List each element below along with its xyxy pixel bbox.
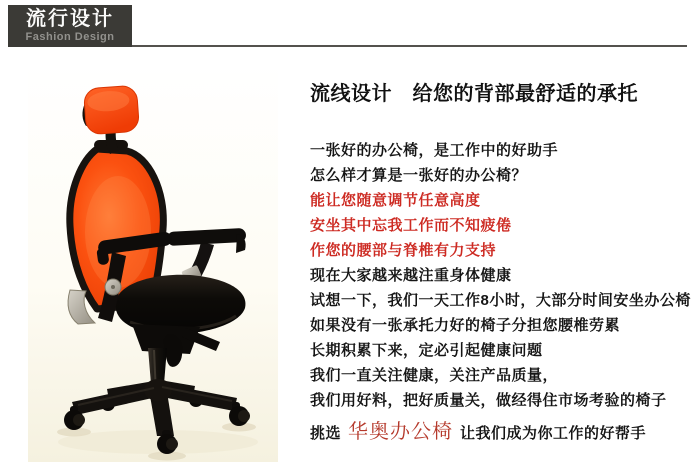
chair-headrest bbox=[82, 85, 139, 154]
feature-line: 我们一直关注健康，关注产品质量， bbox=[310, 367, 559, 384]
feature-line: 我们用好料，把好质量关，做经得住市场考验的椅子 bbox=[310, 392, 667, 409]
office-chair-illustration bbox=[28, 64, 278, 462]
fashion-design-badge bbox=[8, 5, 132, 47]
feature-line: 试想一下，我们一天工作8小时，大部分时间安坐办公椅 bbox=[310, 292, 691, 309]
feature-line: 现在大家越来越注重身体健康 bbox=[310, 267, 512, 284]
feature-line: 能让您随意调节任意高度 bbox=[310, 192, 481, 209]
feature-line: 如果没有一张承托力好的椅子分担您腰椎劳累 bbox=[310, 317, 621, 334]
feature-line: 一张好的办公椅，是工作中的好助手 bbox=[310, 142, 559, 159]
closing-line bbox=[310, 417, 698, 449]
feature-line: 安坐其中忘我工作而不知疲倦 bbox=[310, 217, 512, 234]
feature-line: 作您的腰部与脊椎有力支持 bbox=[310, 242, 497, 259]
feature-line: 长期积累下来，定必引起健康问题 bbox=[310, 342, 543, 359]
text-content bbox=[310, 83, 698, 449]
closing-suffix: 让我们成为你工作的好帮手 bbox=[460, 425, 647, 442]
badge-title: 流行设计 bbox=[26, 8, 114, 30]
headline: 流线设计 给您的背部最舒适的承托 bbox=[310, 83, 638, 105]
closing-prefix: 挑选 bbox=[310, 425, 342, 442]
chair-base bbox=[72, 379, 237, 436]
feature-line: 怎么样才算是一张好的办公椅？ bbox=[310, 167, 528, 184]
product-photo-chair bbox=[28, 64, 278, 462]
badge-subtitle: Fashion Design bbox=[25, 31, 115, 43]
brand-name: 华奥办公椅 bbox=[348, 421, 454, 443]
feature-list bbox=[310, 138, 698, 413]
